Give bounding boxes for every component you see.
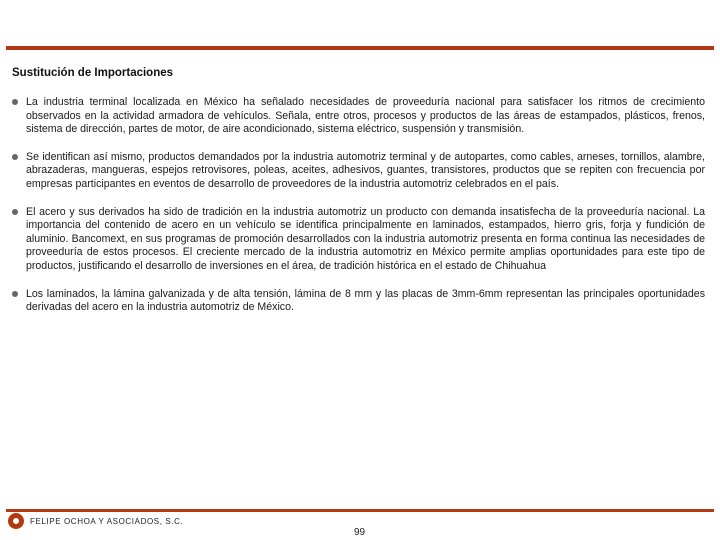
list-item-text: El acero y sus derivados ha sido de tradición en la industria automotriz un producto con demanda insatisfecha de la proveeduría nacional. La importancia del contenido de acero en un vehículo se identifica principalmente en laminados, estampados, hierro gris, forja y fundición de aluminio. Bancomext, en sus programas de promoción desarrollados con la industria automotriz presenta en forma continua las necesidades de proveeduría de estos procesos. El creciente mercado de la industria automotriz en México permite amplias oportunidades para este tipo de productos, justificando el desarrollo de inversiones en el área, de tradición histórica en el estado de Chihuahua xyxy=(26,205,705,272)
bullet-dot-icon xyxy=(12,99,18,105)
page-number: 99 xyxy=(354,527,366,538)
list-item xyxy=(12,96,705,137)
list-item-text: La industria terminal localizada en México ha señalado necesidades de proveeduría nacional para satisfacer los ritmos de crecimiento observados en la actividad armadora de vehículos. Señala, entre otros, procesos y productos de las áreas de estampados, plásticos, frenos, sistema de dirección, partes de motor, de aire acondicionado, sistema eléctrico, suspensión y transmisión. xyxy=(26,96,705,136)
list-item xyxy=(12,151,705,192)
top-rule xyxy=(6,46,714,50)
bottom-rule xyxy=(6,509,714,512)
logo-circle-icon xyxy=(8,513,24,529)
logo-inner xyxy=(13,518,19,524)
bullet-dot-icon xyxy=(12,154,18,160)
list-item-text: Se identifican así mismo, productos demandados por la industria automotriz terminal y de autopartes, como cables, arneses, tornillos, alambre, abrazaderas, mangueras, espejos retrovisores, poleas, aceites, adhesivos, guantes, transistores, productos que se repiten con frecuencia por empresas participantes en eventos de desarrollo de proveedores de la industria automotriz celebrados en el país. xyxy=(26,150,705,190)
list-item xyxy=(12,288,705,315)
bullet-list xyxy=(12,96,705,329)
list-item xyxy=(12,206,705,274)
company-name: FELIPE OCHOA Y ASOCIADOS, S.C. xyxy=(30,517,184,526)
list-item-text: Los laminados, la lámina galvanizada y de alta tensión, lámina de 8 mm y las placas de 3mm-6mm representan las principales oportunidades derivadas del acero en la industria automotriz de México. xyxy=(26,287,705,314)
bullet-dot-icon xyxy=(12,209,18,215)
bullet-dot-icon xyxy=(12,291,18,297)
page-title: Sustitución de Importaciones xyxy=(12,67,174,79)
